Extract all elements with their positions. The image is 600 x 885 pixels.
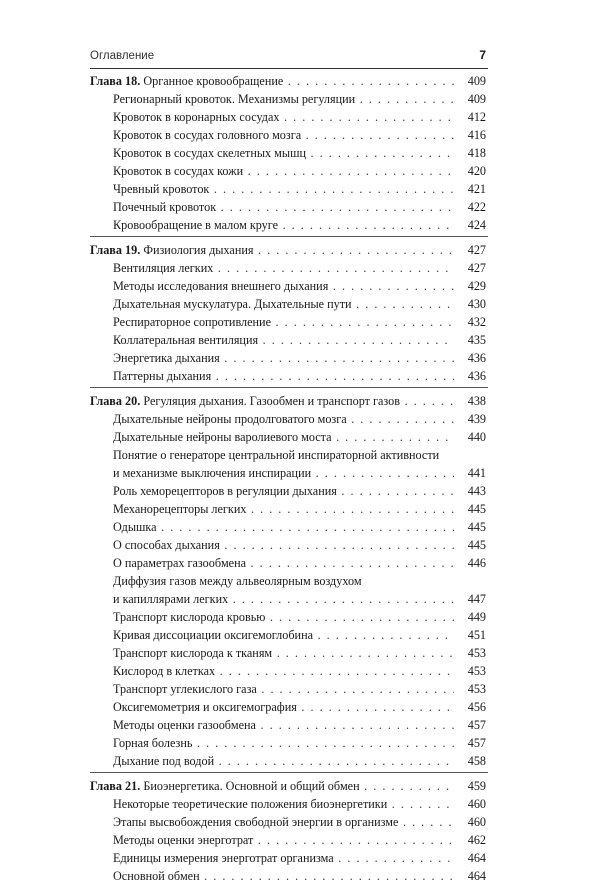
toc-entry-page: 460 [467,815,486,829]
toc-entry[interactable] [90,716,488,734]
toc-entry-page: 446 [467,556,486,570]
toc-entry-page: 464 [467,869,486,883]
chapter-section [90,236,488,385]
chapter-heading[interactable] [90,241,488,259]
toc-entry-page: 412 [467,110,486,124]
toc-entry-title: Некоторые теоретические положения биоэнергетики [113,797,388,811]
toc-entry[interactable] [90,626,488,644]
chapter-heading[interactable] [90,777,488,795]
toc-entry[interactable] [90,554,488,572]
toc-entry[interactable] [90,482,488,500]
toc-entry-page: 440 [467,430,486,444]
toc-entry-page: 420 [467,164,486,178]
chapter-page: 427 [467,243,486,257]
table-of-contents [90,72,488,885]
toc-entry-page: 445 [467,538,486,552]
toc-entry-title: Респираторное сопротивление [113,315,271,329]
toc-entry[interactable] [90,446,488,464]
toc-entry-title: Регионарный кровоток. Механизмы регуляции [113,92,356,106]
chapter-label: Глава 21. [90,779,141,793]
toc-entry-page: 439 [467,412,486,426]
toc-entry-title: Методы оценки энерготрат [113,833,254,847]
toc-entry-page: 447 [467,592,486,606]
chapter-title: Органное кровообращение [143,74,284,88]
toc-entry-page: 460 [467,797,486,811]
toc-entry-title: Методы исследования внешнего дыхания [113,279,329,293]
chapter-title: Физиология дыхания [143,243,254,257]
toc-entry-page: 445 [467,502,486,516]
toc-entry-page: 443 [467,484,486,498]
toc-entry-title: Дыхательные нейроны варолиевого моста [113,430,332,444]
header-title: Оглавление [90,50,155,62]
toc-entry-page: 418 [467,146,486,160]
header-page-number: 7 [479,48,486,62]
toc-entry-title: Чревный кровоток [113,182,210,196]
toc-entry[interactable] [90,259,488,277]
toc-entry-title: Транспорт кислорода к тканям [113,646,273,660]
toc-entry-page: 449 [467,610,486,624]
toc-entry[interactable] [90,680,488,698]
toc-entry-page: 445 [467,520,486,534]
toc-entry-title: Кислород в клетках [113,664,216,678]
toc-entry-title: Дыхание под водой [113,754,215,768]
toc-entry-page: 453 [467,682,486,696]
chapter-heading[interactable] [90,72,488,90]
toc-entry-page: 430 [467,297,486,311]
toc-entry[interactable] [90,662,488,680]
toc-entry-page: 453 [467,664,486,678]
toc-entry-page: 435 [467,333,486,347]
toc-entry[interactable] [90,90,488,108]
running-header [90,48,488,69]
toc-entry[interactable] [90,752,488,770]
toc-entry-title: Кровоток в сосудах кожи [113,164,244,178]
toc-entry[interactable] [90,410,488,428]
toc-entry-title: Почечный кровоток [113,200,217,214]
toc-entry[interactable] [90,180,488,198]
chapter-section [90,387,488,770]
toc-entry[interactable] [90,590,488,608]
toc-entry-page: 441 [467,466,486,480]
chapter-label: Глава 19. [90,243,141,257]
toc-entry[interactable] [90,367,488,385]
toc-entry-title: Одышка [113,520,157,534]
toc-entry-title: Диффузия газов между альвеолярным воздухом [113,574,362,588]
toc-entry-title: Понятие о генераторе центральной инспираторной активности [113,448,440,462]
toc-entry-page: 453 [467,646,486,660]
toc-entry[interactable] [90,867,488,885]
toc-entry[interactable] [90,216,488,234]
toc-entry[interactable] [90,849,488,867]
toc-entry-title: Паттерны дыхания [113,369,212,383]
toc-entry-title: Транспорт кислорода кровью [113,610,266,624]
toc-entry-title: О параметрах газообмена [113,556,246,570]
chapter-page: 409 [467,74,486,88]
chapter-label: Глава 18. [90,74,141,88]
toc-entry[interactable] [90,144,488,162]
chapter-heading[interactable] [90,392,488,410]
toc-entry[interactable] [90,831,488,849]
toc-entry[interactable] [90,162,488,180]
toc-entry-page: 409 [467,92,486,106]
toc-entry[interactable] [90,349,488,367]
toc-entry-title: и капиллярами легких [113,592,229,606]
toc-entry-page: 451 [467,628,486,642]
chapter-section [90,72,488,234]
chapter-title: Регуляция дыхания. Газообмен и транспорт газов [143,394,401,408]
toc-entry-title: Кровоток в сосудах головного мозга [113,128,302,142]
toc-entry[interactable] [90,313,488,331]
toc-entry-title: Дыхательные нейроны продолговатого мозга [113,412,347,426]
toc-entry-page: 416 [467,128,486,142]
toc-entry-title: Оксигемометрия и оксигемография [113,700,297,714]
chapter-label: Глава 20. [90,394,141,408]
toc-entry[interactable] [90,277,488,295]
chapter-page: 459 [467,779,486,793]
toc-entry[interactable] [90,108,488,126]
toc-entry[interactable] [90,500,488,518]
toc-entry-title: Транспорт углекислого газа [113,682,257,696]
toc-entry-title: О способах дыхания [113,538,220,552]
chapter-section [90,772,488,885]
toc-entry-title: Единицы измерения энерготрат организма [113,851,334,865]
toc-entry-page: 427 [467,261,486,275]
toc-entry-title: Горная болезнь [113,736,193,750]
toc-entry-page: 422 [467,200,486,214]
toc-entry-title: Кровоток в сосудах скелетных мышц [113,146,306,160]
toc-entry-page: 457 [467,736,486,750]
chapter-title: Биоэнергетика. Основной и общий обмен [143,779,360,793]
toc-entry-page: 424 [467,218,486,232]
toc-entry[interactable] [90,572,488,590]
toc-entry-title: Кровоток в коронарных сосудах [113,110,280,124]
toc-entry-title: Дыхательная мускулатура. Дыхательные пути [113,297,352,311]
toc-entry[interactable] [90,331,488,349]
toc-entry-title: Кровообращение в малом круге [113,218,279,232]
toc-entry-page: 462 [467,833,486,847]
toc-entry[interactable] [90,698,488,716]
toc-entry-page: 432 [467,315,486,329]
toc-entry[interactable] [90,126,488,144]
toc-entry[interactable] [90,734,488,752]
toc-entry-title: Основной обмен [113,869,200,883]
toc-entry[interactable] [90,608,488,626]
toc-entry[interactable] [90,428,488,446]
toc-entry-title: Методы оценки газообмена [113,718,256,732]
toc-entry-title: Энергетика дыхания [113,351,220,365]
toc-entry-title: Кривая диссоциации оксигемоглобина [113,628,314,642]
toc-entry[interactable] [90,795,488,813]
toc-entry-title: Этапы высвобождения свободной энергии в организме [113,815,399,829]
toc-entry[interactable] [90,813,488,831]
chapter-page: 438 [467,394,486,408]
toc-entry-title: и механизме выключения инспирации [113,466,312,480]
toc-entry-page: 456 [467,700,486,714]
toc-entry[interactable] [90,518,488,536]
toc-entry-page: 464 [467,851,486,865]
toc-entry-page: 429 [467,279,486,293]
toc-entry-page: 421 [467,182,486,196]
toc-entry[interactable] [90,644,488,662]
toc-entry[interactable] [90,295,488,313]
toc-entry-title: Механорецепторы легких [113,502,247,516]
toc-entry[interactable] [90,198,488,216]
toc-entry-title: Вентиляция легких [113,261,214,275]
toc-entry[interactable] [90,464,488,482]
toc-entry[interactable] [90,536,488,554]
toc-entry-page: 436 [467,351,486,365]
toc-entry-title: Роль хеморецепторов в регуляции дыхания [113,484,337,498]
toc-entry-title: Коллатеральная вентиляция [113,333,259,347]
toc-entry-page: 458 [467,754,486,768]
toc-entry-page: 457 [467,718,486,732]
toc-entry-page: 436 [467,369,486,383]
